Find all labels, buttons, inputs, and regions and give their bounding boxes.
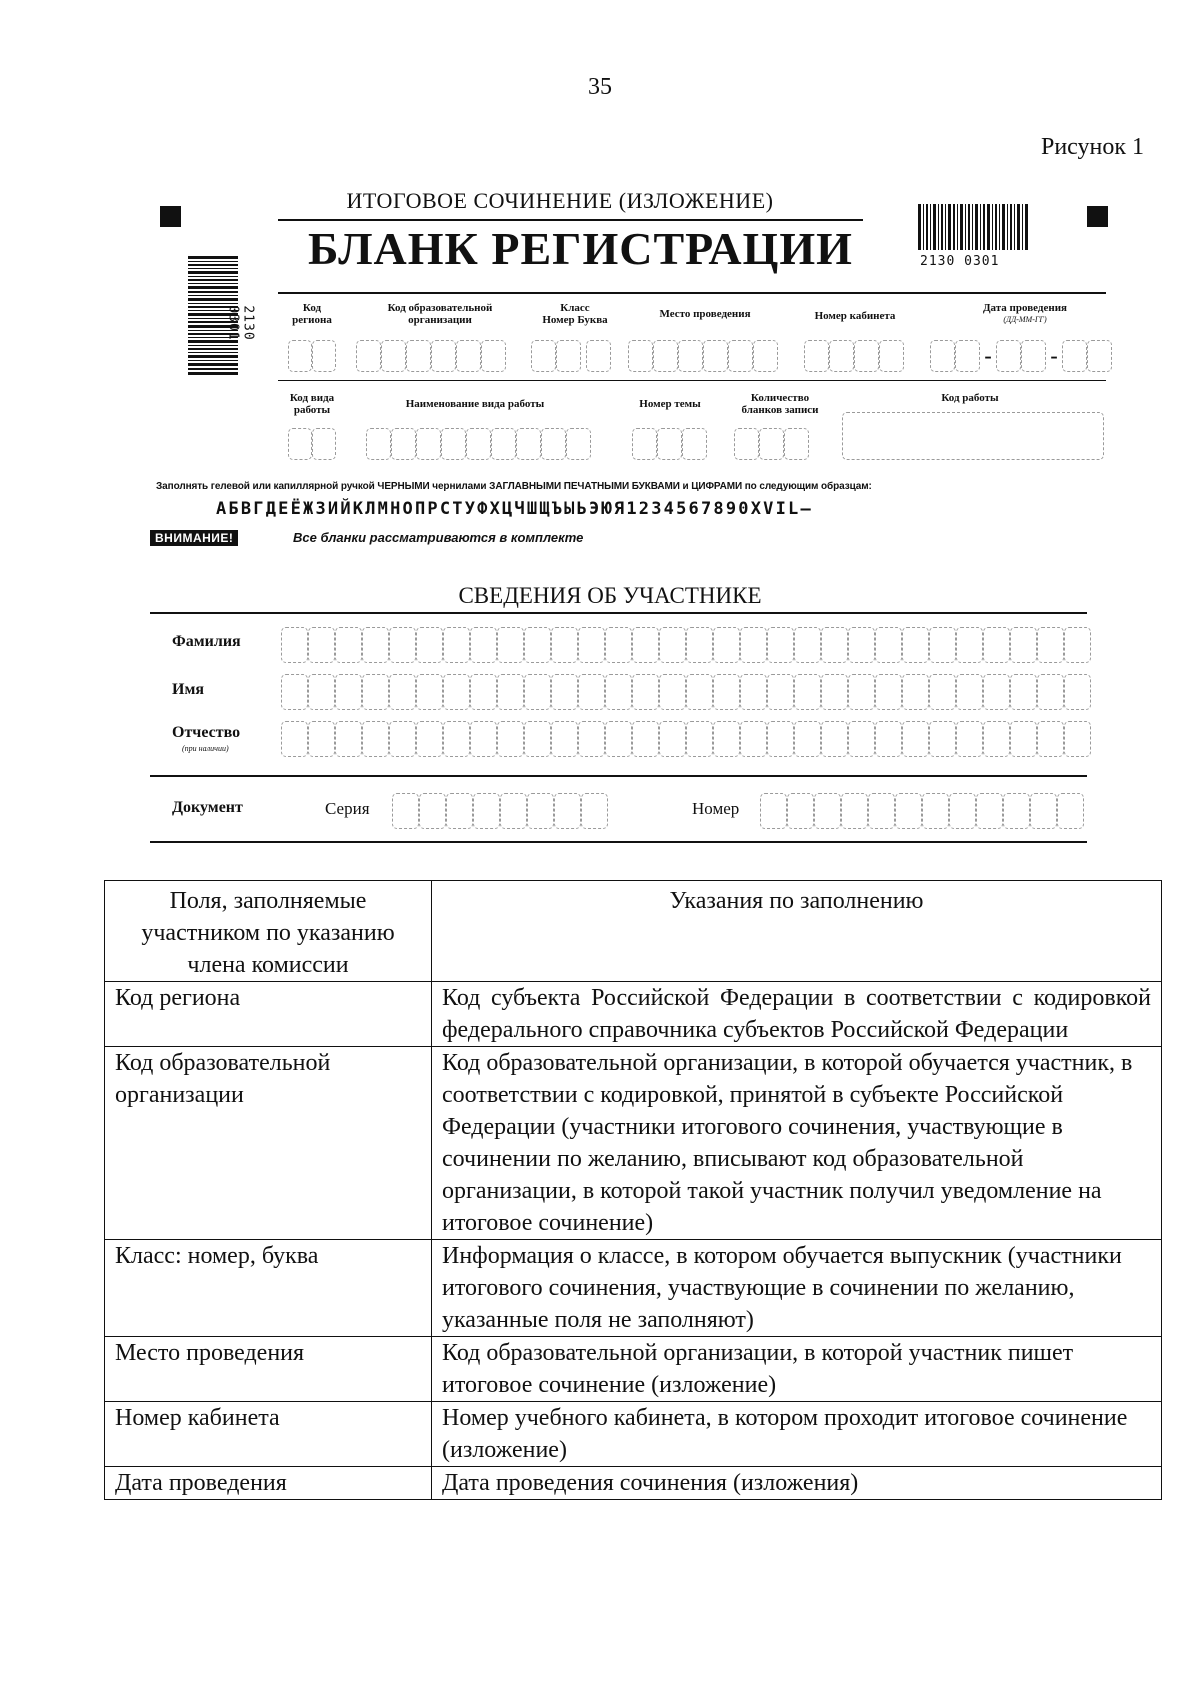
- participant-section-title: СВЕДЕНИЯ ОБ УЧАСТНИКЕ: [458, 583, 762, 608]
- label-series: Серия: [325, 799, 370, 818]
- char-cell[interactable]: [787, 793, 814, 829]
- label-class-sub: Номер Буква: [542, 314, 608, 326]
- char-cell[interactable]: [821, 674, 848, 710]
- char-cell[interactable]: [841, 793, 868, 829]
- char-cell[interactable]: [389, 674, 416, 710]
- char-cell[interactable]: [578, 674, 605, 710]
- char-cell[interactable]: [581, 793, 608, 829]
- char-cell[interactable]: [446, 793, 473, 829]
- char-cell[interactable]: [922, 793, 949, 829]
- instruction-cell: Код субъекта Российской Федерации в соответствии с кодировкой федерального справочника субъектов Российской Федерации: [432, 982, 1162, 1047]
- char-cell[interactable]: [929, 674, 956, 710]
- char-cell[interactable]: [308, 627, 335, 663]
- barcode-horizontal: [918, 204, 1033, 270]
- char-cell[interactable]: [1030, 793, 1057, 829]
- corner-marker-left: [160, 206, 181, 227]
- char-cell[interactable]: [868, 793, 895, 829]
- char-cell[interactable]: [497, 674, 524, 710]
- label-venue: Место проведения: [659, 308, 751, 320]
- char-cell[interactable]: [794, 674, 821, 710]
- char-cell[interactable]: [1010, 721, 1037, 757]
- char-cell[interactable]: [281, 674, 308, 710]
- fill-instruction: Заполнять гелевой или капиллярной ручкой ЧЕРНЫМИ чернилами ЗАГЛАВНЫМИ ПЕЧАТНЫМИ БУКВАМИ и ЦИФРАМИ по следующим образцам:: [156, 481, 872, 492]
- char-cell[interactable]: [1010, 627, 1037, 663]
- char-cell[interactable]: [875, 627, 902, 663]
- char-cell[interactable]: [1064, 674, 1091, 710]
- field-cell: Код региона: [105, 982, 432, 1047]
- char-cell[interactable]: [956, 627, 983, 663]
- table-row: [105, 1240, 1162, 1337]
- form-title: БЛАНК РЕГИСТРАЦИИ: [308, 223, 853, 274]
- venue-cells[interactable]: [628, 340, 778, 372]
- char-cell[interactable]: [1003, 793, 1030, 829]
- char-cell[interactable]: [443, 627, 470, 663]
- form-header-rule: [278, 292, 1106, 294]
- char-cell[interactable]: [983, 627, 1010, 663]
- patronymic-cells[interactable]: [281, 721, 1091, 757]
- char-cell[interactable]: [902, 721, 929, 757]
- char-cell[interactable]: [470, 674, 497, 710]
- table-row: [105, 1402, 1162, 1467]
- class-letter-cell[interactable]: [586, 340, 611, 372]
- work-type-code-cells[interactable]: [288, 428, 336, 460]
- date-cells[interactable]: [930, 340, 1112, 372]
- field-cell: Дата проведения: [105, 1467, 432, 1500]
- char-cell[interactable]: [527, 793, 554, 829]
- work-code-field[interactable]: [842, 412, 1104, 460]
- label-date: [955, 302, 1095, 326]
- char-cell[interactable]: [605, 627, 632, 663]
- char-cell[interactable]: [605, 721, 632, 757]
- char-cell[interactable]: [389, 721, 416, 757]
- field-cell: Номер кабинета: [105, 1402, 432, 1467]
- corner-marker-right: [1087, 206, 1108, 227]
- instruction-cell: Код образовательной организации, в которой участник пишет итоговое сочинение (изложение): [432, 1337, 1162, 1402]
- surname-cells[interactable]: [281, 627, 1091, 663]
- char-cell[interactable]: [281, 627, 308, 663]
- char-cell[interactable]: [632, 674, 659, 710]
- field-cell: Класс: номер, буква: [105, 1240, 432, 1337]
- char-cell[interactable]: [902, 674, 929, 710]
- table-row: [105, 1467, 1162, 1500]
- label-room: Номер кабинета: [814, 310, 896, 322]
- char-cell[interactable]: [976, 793, 1003, 829]
- label-surname: Фамилия: [172, 633, 241, 650]
- char-cell[interactable]: [416, 721, 443, 757]
- label-date-title: Дата проведения: [982, 302, 1067, 314]
- char-cell[interactable]: [632, 627, 659, 663]
- char-cell[interactable]: [713, 721, 740, 757]
- char-cell[interactable]: [1037, 721, 1064, 757]
- char-cell[interactable]: [554, 793, 581, 829]
- sample-glyphs: АБВГДЕЁЖЗИЙКЛМНОПРСТУФХЦЧШЩЪЫЬЭЮЯ1234567890XVIL–: [216, 499, 813, 519]
- org-code-cells[interactable]: [356, 340, 506, 372]
- supertitle-underline: [278, 219, 863, 221]
- char-cell[interactable]: [686, 674, 713, 710]
- char-cell[interactable]: [875, 721, 902, 757]
- char-cell[interactable]: [767, 674, 794, 710]
- char-cell[interactable]: [713, 627, 740, 663]
- char-cell[interactable]: [281, 721, 308, 757]
- char-cell[interactable]: [308, 674, 335, 710]
- char-cell[interactable]: [821, 721, 848, 757]
- char-cell[interactable]: [848, 674, 875, 710]
- char-cell[interactable]: [767, 627, 794, 663]
- char-cell[interactable]: [767, 721, 794, 757]
- char-cell[interactable]: [821, 627, 848, 663]
- char-cell[interactable]: [443, 721, 470, 757]
- label-number: Номер: [692, 799, 740, 818]
- barcode-number: 2130 0301: [920, 254, 1000, 269]
- char-cell[interactable]: [895, 793, 922, 829]
- char-cell[interactable]: [473, 793, 500, 829]
- class-number-cells[interactable]: [531, 340, 581, 372]
- char-cell[interactable]: [392, 793, 419, 829]
- patronymic-hint: (при наличии): [182, 744, 229, 753]
- attention-badge: ВНИМАНИЕ!: [150, 530, 238, 546]
- form-row-divider: [278, 380, 1106, 381]
- char-cell[interactable]: [713, 674, 740, 710]
- field-cell: Место проведения: [105, 1337, 432, 1402]
- char-cell[interactable]: [362, 721, 389, 757]
- name-cells[interactable]: [281, 674, 1091, 710]
- char-cell[interactable]: [1037, 627, 1064, 663]
- char-cell[interactable]: [389, 627, 416, 663]
- instructions-table: [104, 880, 1162, 1500]
- char-cell[interactable]: [605, 674, 632, 710]
- char-cell[interactable]: [983, 721, 1010, 757]
- table-row: [105, 1337, 1162, 1402]
- attention-text: Все бланки рассматриваются в комплекте: [293, 530, 584, 545]
- label-work-type-name: Наименование вида работы: [405, 398, 545, 410]
- char-cell[interactable]: [956, 674, 983, 710]
- label-sheets-count: Количество бланков записи: [741, 392, 819, 416]
- table-row: [105, 982, 1162, 1047]
- char-cell[interactable]: [929, 627, 956, 663]
- char-cell[interactable]: [551, 627, 578, 663]
- table-row: [105, 1047, 1162, 1240]
- series-cells[interactable]: [392, 793, 608, 829]
- char-cell[interactable]: [362, 674, 389, 710]
- char-cell[interactable]: [794, 721, 821, 757]
- room-cells[interactable]: [804, 340, 904, 372]
- char-cell[interactable]: [740, 721, 767, 757]
- region-code-cells[interactable]: [288, 340, 336, 372]
- char-cell[interactable]: [497, 721, 524, 757]
- char-cell[interactable]: [875, 674, 902, 710]
- label-org-code: Код образовательной организации: [387, 302, 493, 326]
- instruction-cell: Дата проведения сочинения (изложения): [432, 1467, 1162, 1500]
- document-section-rule: [150, 775, 1087, 777]
- char-cell[interactable]: [308, 721, 335, 757]
- char-cell[interactable]: [929, 721, 956, 757]
- participant-section-rule: [150, 612, 1087, 614]
- char-cell[interactable]: [659, 627, 686, 663]
- char-cell[interactable]: [686, 627, 713, 663]
- char-cell[interactable]: [335, 674, 362, 710]
- instruction-cell: Номер учебного кабинета, в котором проходит итоговое сочинение (изложение): [432, 1402, 1162, 1467]
- label-patronymic: Отчество: [172, 724, 241, 741]
- label-class: [530, 302, 620, 326]
- char-cell[interactable]: [794, 627, 821, 663]
- char-cell[interactable]: [949, 793, 976, 829]
- date-separator-1: -: [984, 343, 992, 368]
- char-cell[interactable]: [578, 721, 605, 757]
- form-bottom-rule: [150, 841, 1087, 843]
- barcode-vertical: [188, 256, 258, 376]
- barcode-number-vertical: 2130 0301: [225, 305, 256, 341]
- char-cell[interactable]: [497, 627, 524, 663]
- label-work-code: Код работы: [941, 392, 999, 404]
- label-region-code: Код региона: [292, 302, 332, 326]
- char-cell[interactable]: [956, 721, 983, 757]
- char-cell[interactable]: [362, 627, 389, 663]
- table-header-row: [105, 881, 1162, 982]
- char-cell[interactable]: [416, 627, 443, 663]
- char-cell[interactable]: [524, 721, 551, 757]
- label-class-title: Класс: [560, 302, 590, 314]
- char-cell[interactable]: [335, 627, 362, 663]
- form-supertitle: ИТОГОВОЕ СОЧИНЕНИЕ (ИЗЛОЖЕНИЕ): [346, 188, 774, 213]
- label-date-hint: (ДД-ММ-ГГ): [1003, 315, 1047, 324]
- char-cell[interactable]: [1037, 674, 1064, 710]
- page-number: 35: [588, 74, 612, 100]
- label-work-type-code: Код вида работы: [289, 392, 335, 416]
- char-cell[interactable]: [686, 721, 713, 757]
- char-cell[interactable]: [578, 627, 605, 663]
- figure-label: Рисунок 1: [1040, 134, 1144, 160]
- header-fields: Поля, заполняемые участником по указанию члена комиссии: [105, 881, 432, 982]
- char-cell[interactable]: [1064, 721, 1091, 757]
- char-cell[interactable]: [632, 721, 659, 757]
- char-cell[interactable]: [443, 674, 470, 710]
- instruction-cell: Информация о классе, в котором обучается выпускник (участники итогового сочинения, участвующие в сочинении по желанию, указанные поля не заполняют): [432, 1240, 1162, 1337]
- char-cell[interactable]: [551, 721, 578, 757]
- header-instructions: Указания по заполнению: [432, 881, 1162, 982]
- instruction-cell: Код образовательной организации, в которой обучается участник, в соответствии с кодировкой, принятой в субъекте Российской Федерации (участники итогового сочинения, участвующие в сочинении по желанию, вписывают код образовательной организации, в которой такой участник получил уведомление на итоговое сочинение): [432, 1047, 1162, 1240]
- char-cell[interactable]: [416, 674, 443, 710]
- document-number-cells[interactable]: [760, 793, 1084, 829]
- char-cell[interactable]: [1057, 793, 1084, 829]
- char-cell[interactable]: [848, 721, 875, 757]
- char-cell[interactable]: [500, 793, 527, 829]
- label-topic-number: Номер темы: [639, 398, 701, 410]
- field-cell: Код образовательной организации: [105, 1047, 432, 1240]
- char-cell[interactable]: [551, 674, 578, 710]
- label-document: Документ: [172, 799, 243, 816]
- date-separator-2: -: [1050, 343, 1058, 368]
- topic-number-cells[interactable]: [632, 428, 707, 460]
- char-cell[interactable]: [524, 627, 551, 663]
- sheets-count-cells[interactable]: [734, 428, 809, 460]
- char-cell[interactable]: [1064, 627, 1091, 663]
- char-cell[interactable]: [902, 627, 929, 663]
- char-cell[interactable]: [659, 674, 686, 710]
- char-cell[interactable]: [524, 674, 551, 710]
- work-type-name-cells[interactable]: [366, 428, 591, 460]
- char-cell[interactable]: [470, 627, 497, 663]
- char-cell[interactable]: [335, 721, 362, 757]
- char-cell[interactable]: [1010, 674, 1037, 710]
- char-cell[interactable]: [814, 793, 841, 829]
- char-cell[interactable]: [740, 674, 767, 710]
- char-cell[interactable]: [419, 793, 446, 829]
- char-cell[interactable]: [659, 721, 686, 757]
- char-cell[interactable]: [470, 721, 497, 757]
- label-name: Имя: [172, 681, 204, 698]
- char-cell[interactable]: [983, 674, 1010, 710]
- char-cell[interactable]: [760, 793, 787, 829]
- char-cell[interactable]: [848, 627, 875, 663]
- char-cell[interactable]: [740, 627, 767, 663]
